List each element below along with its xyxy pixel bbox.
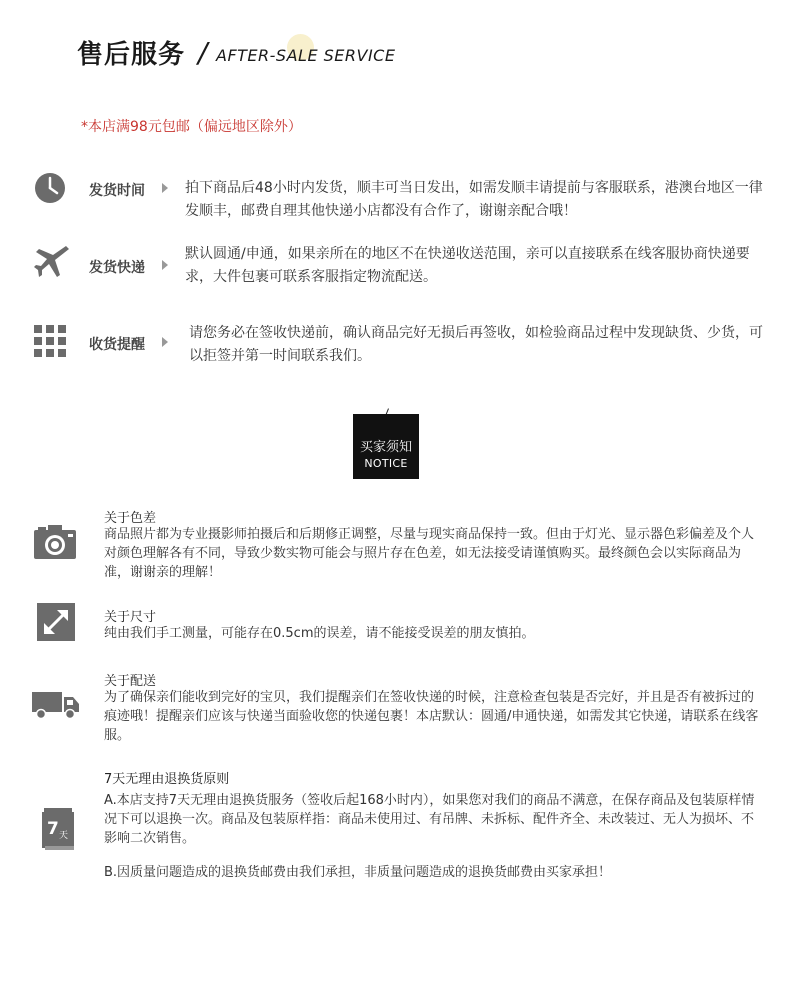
receipt-reminder-label: 收货提醒 [89, 337, 145, 353]
airplane-icon [34, 243, 70, 283]
size-text: 纯由我们手工测量，可能存在0.5cm的误差，请不能接受误差的朋友慎拍。 [104, 626, 535, 641]
size-title: 关于尺寸 [104, 610, 157, 625]
truck-icon [32, 692, 80, 724]
courier-label: 发货快递 [89, 260, 145, 276]
camera-icon [34, 525, 76, 563]
chevron-right-icon [162, 260, 168, 270]
chevron-right-icon [162, 337, 168, 347]
seven-day-number: 7 [47, 819, 59, 839]
receipt-reminder-text: 请您务必在签收快递前，确认商品完好无损后再签收，如检验商品过程中发现缺货、少货，可以拒签并第一时间联系我们。 [189, 325, 763, 364]
delivery-time-text: 拍下商品后48小时内发货，顺丰可当日发出，如需发顺丰请提前与客服联系，港澳台地区一律发顺丰，邮费自理其他快递小店都没有合作了，谢谢亲配合哦！ [185, 180, 763, 219]
notice-title-en: NOTICE [364, 457, 408, 470]
delivery-text: 为了确保亲们能收到完好的宝贝，我们提醒亲们在签收快递的时候，注意检查包装是否完好，并且是否有被拆过的痕迹哦！提醒亲们应该与快递当面验收您的快递包裹！本店默认：圆通/申通快递，如需发其它快递，请联系在线客服。 [104, 690, 759, 743]
color-diff-text: 商品照片都为专业摄影师拍摄后和后期修正调整，尽量与现实商品保持一致。但由于灯光、显示器色彩偏差及个人对颜色理解各有不同，导致少数实物可能会与照片存在色差，如无法接受请谨慎购买。最终颜色会以实际商品为准，谢谢亲的理解！ [104, 527, 755, 580]
chevron-right-icon [162, 183, 168, 193]
free-shipping-note: *本店满98元包邮（偏远地区除外） [81, 119, 302, 135]
title-separator: / [198, 36, 208, 69]
page-title: 售后服务 [77, 40, 186, 70]
notice-badge [353, 414, 419, 479]
notice-title-cn: 买家须知 [359, 440, 412, 455]
delivery-title: 关于配送 [104, 674, 157, 689]
seven-day-calendar-icon [42, 808, 74, 854]
clock-icon [34, 172, 66, 208]
seven-day-unit: 天 [59, 831, 69, 841]
return-policy-title: 7天无理由退换货原则 [104, 772, 230, 787]
resize-arrow-icon [37, 603, 75, 645]
return-policy-text-b: B.因质量问题造成的退换货邮费由我们承担，非质量问题造成的退换货邮费由买家承担！ [104, 865, 612, 880]
grid-icon [34, 325, 66, 361]
courier-text: 默认圆通/申通，如果亲所在的地区不在快递收送范围，亲可以直接联系在线客服协商快递要求，大件包裹可联系客服指定物流配送。 [185, 246, 750, 285]
delivery-time-label: 发货时间 [89, 183, 145, 199]
color-diff-title: 关于色差 [104, 511, 157, 526]
page-subtitle: AFTER-SALE SERVICE [216, 46, 396, 65]
return-policy-text-a: A.本店支持7天无理由退换货服务（签收后起168小时内），如果您对我们的商品不满意，在保存商品及包装原样情况下可以退换一次。商品及包装原样指：商品未使用过、有吊牌、未拆标、配件齐全、未改装过、无人为损坏、不影响二次销售。 [104, 793, 755, 846]
